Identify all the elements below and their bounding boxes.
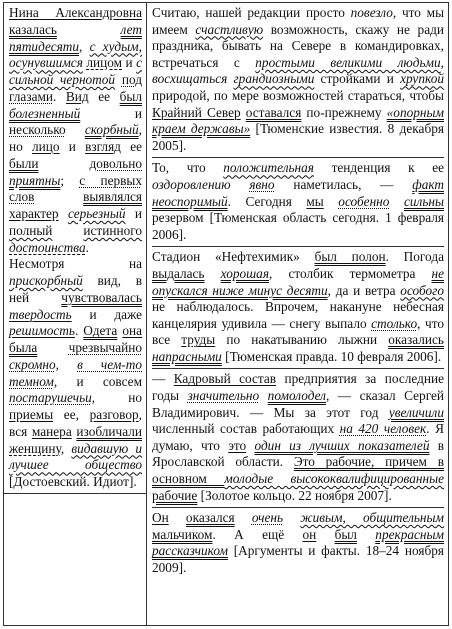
text-run: [259, 388, 268, 403]
text-subj: Кадровый состав: [173, 371, 277, 387]
text-run: .: [53, 88, 66, 104]
text-run: [231, 177, 250, 192]
text-run: [34, 189, 83, 204]
text-run: природой, по мере возможностей стараться, чтобы: [152, 87, 444, 103]
text-pred: помолодел: [267, 388, 326, 404]
text-pred: не опускался ниже минус десяти: [152, 265, 444, 298]
text-run: , и совсем: [53, 373, 142, 389]
text-circ: значительно: [187, 388, 260, 404]
left-column-bottom-rule: [4, 493, 146, 494]
text-run: , да и ветра: [327, 282, 401, 298]
text-run: —: [152, 371, 174, 387]
text-circ: очень: [251, 510, 284, 526]
text-circ: явно: [249, 176, 275, 192]
text-run: резервом [Тюменская область сегодня. 1 февраля 2006].: [152, 210, 444, 242]
example-entry: [152, 246, 444, 365]
text-subj: манера: [31, 423, 72, 439]
text-pred: «опорным краем державы»: [152, 104, 444, 137]
text-run: [389, 194, 404, 209]
text-run: [57, 22, 121, 37]
text-pred: увеличили: [388, 404, 444, 420]
text-pred: приятны: [9, 172, 61, 188]
text-run: [38, 156, 89, 171]
text-pred: сильны: [403, 193, 444, 209]
text-run: . Я думаю, что: [152, 421, 444, 453]
text-pred: оказались: [388, 332, 444, 348]
text-run: повезло: [350, 5, 393, 20]
text-pred: выдалась: [152, 265, 205, 281]
text-attr: простыми великими людьми: [255, 54, 441, 70]
text-run: [Аргументы и факты. 18–24 ноября 2009].: [152, 543, 444, 575]
text-run: стройками и: [314, 71, 401, 87]
text-pred: Это рабочие, причем в основном: [152, 454, 444, 487]
text-attr: хрупкой: [400, 71, 444, 87]
text-pred: напрасными: [152, 348, 222, 364]
text-run: [66, 122, 85, 137]
text-run: и даже: [71, 306, 142, 322]
text-run: в Ярославской области.: [152, 437, 445, 470]
text-subj: Крайний Север: [152, 104, 241, 120]
text-circ: на 420 человек: [339, 421, 427, 437]
text-attr: счастливую: [195, 21, 264, 37]
text-run: ее: [88, 88, 120, 104]
text-run: . Сегодня: [227, 193, 307, 209]
text-run: и: [122, 55, 137, 71]
right-column: [147, 3, 448, 625]
text-run: , что все: [152, 315, 444, 348]
text-run: по накатыванию лыжни: [215, 332, 389, 348]
text-run: возможность, скажу не ради праздника, бывать на Севере в командировках, встречаться с: [152, 21, 444, 70]
text-attr: особого: [400, 282, 444, 298]
text-subj: это: [228, 437, 247, 453]
text-attr: серьезный: [67, 206, 126, 221]
text-run: . Погода: [385, 249, 444, 265]
text-run: [Достоевский. Идиот].: [9, 474, 137, 489]
text-run: [169, 510, 186, 525]
example-entry: [152, 368, 444, 504]
text-run: и: [125, 206, 142, 221]
text-subj: разговор: [89, 407, 139, 422]
text-run: [115, 72, 122, 87]
text-attr: с худым, осунувшимся: [9, 38, 142, 71]
text-circ: с первых слов: [9, 172, 142, 205]
text-run: ,: [55, 356, 78, 372]
text-subj: твердость: [9, 306, 72, 322]
text-run: численный состав работающих: [152, 421, 340, 437]
text-run: ,: [79, 38, 90, 54]
text-attr: положительная: [223, 160, 314, 176]
text-pred: изобличали: [76, 423, 143, 439]
text-pred: скорбный: [84, 122, 139, 138]
text-attr: прискорбный: [9, 273, 83, 288]
text-subj: он: [302, 526, 317, 542]
text-run: не наблюдалось. Впрочем, накануне небесная канцелярия удивила — снегу выпало: [152, 299, 444, 331]
text-run: [235, 510, 252, 525]
text-run: [Тюменские известия. 8 декабря 2005].: [152, 121, 444, 153]
text-subj: решимость: [9, 323, 75, 339]
text-run: вид, в ней: [9, 273, 142, 305]
text-run: [283, 510, 300, 525]
text-run: ,: [60, 440, 72, 456]
text-obj: женщину: [9, 440, 61, 456]
text-run: предприятия за последние годы: [152, 371, 445, 404]
text-run: . Несмотря на: [9, 239, 142, 272]
text-run: , вся: [9, 407, 142, 439]
text-run: ее,: [53, 407, 90, 422]
text-run: Считаю, нашей редакции просто: [152, 5, 351, 20]
text-run: по-прежнему: [301, 104, 387, 120]
text-run: ;: [60, 172, 80, 188]
text-circ: чрезвычайно: [68, 340, 142, 355]
text-attr: истинного: [83, 222, 142, 238]
text-run: тенденция к ее: [313, 160, 444, 176]
text-subj: лицо: [32, 139, 60, 154]
text-run: , столбик термометра: [269, 265, 432, 281]
text-run: .: [74, 323, 84, 339]
text-run: [37, 340, 68, 355]
text-pred: оказался: [185, 510, 235, 526]
text-run: [52, 223, 83, 238]
text-circ: несколько: [9, 122, 66, 138]
text-pred: был полон: [314, 249, 386, 265]
text-attr: с сильной чернотой: [9, 55, 142, 87]
example-entry: [152, 5, 444, 154]
text-circ: в чем-то темном: [9, 356, 142, 389]
text-circ: столько: [371, 315, 418, 331]
table-frame: [3, 2, 449, 626]
text-run: восхищаться: [152, 71, 228, 87]
text-circ: довольно: [89, 155, 142, 171]
text-pred: мальчиком: [152, 526, 213, 542]
text-pred: факт неоспоримый: [152, 176, 444, 209]
text-subj: взгляд: [85, 139, 121, 154]
text-subj: характер: [9, 206, 59, 221]
text-run: То, что: [152, 160, 224, 176]
text-run: [Тюменская правда. 10 февраля 2006].: [221, 348, 442, 364]
example-entry: [152, 157, 444, 243]
text-run: ее: [120, 139, 142, 154]
text-circ: постарушечьи: [9, 390, 92, 406]
text-run: . А ещё: [212, 526, 303, 542]
text-run: [59, 206, 68, 221]
text-subj: мы: [306, 193, 324, 209]
text-subj: она: [122, 323, 142, 339]
text-run: , что мы имеем: [152, 5, 445, 37]
text-run: [Золотое кольцо. 22 ноября 2007].: [197, 487, 392, 503]
text-subj: труды: [181, 332, 216, 348]
text-run: и: [59, 139, 86, 154]
text-run: оздоровлению: [152, 176, 231, 192]
text-run: [205, 266, 221, 281]
text-obj: лицом: [86, 55, 123, 71]
text-run: [316, 527, 334, 542]
text-subj: приемы: [9, 407, 54, 422]
text-pred: Одета: [83, 323, 118, 339]
text-pred: был: [334, 526, 357, 542]
text-pred: прекрасным рассказчиком: [152, 526, 445, 559]
text-pred: были: [9, 155, 39, 171]
text-pred: болезненный: [9, 105, 81, 121]
text-attr: живым, общительным: [300, 510, 445, 526]
text-run: и: [80, 105, 142, 121]
text-subj: Нина Александровна: [9, 5, 142, 20]
left-column-text: [9, 5, 142, 491]
text-attr: видавшую и лучшее общество: [9, 440, 142, 473]
example-entry: [152, 507, 444, 576]
text-run: [357, 527, 375, 542]
text-subj: Он: [152, 510, 169, 526]
text-run: ,: [440, 54, 444, 70]
text-attr: полный: [9, 222, 53, 238]
text-run: , но: [91, 390, 142, 406]
text-run: наметилась, —: [274, 176, 413, 192]
text-pred: был: [119, 88, 142, 104]
text-circ: под глазами: [9, 72, 143, 104]
text-run: , — сказал Сергей Владимирович. — Мы за этот год: [152, 388, 444, 420]
text-pred: казалась: [9, 21, 57, 37]
text-attr: молодые высококвалифицированные: [224, 471, 444, 487]
text-circ: особенно: [338, 193, 390, 209]
text-pred: оставался: [245, 104, 302, 120]
text-pred: лет пятидесяти: [9, 21, 142, 54]
text-obj: достоинства: [9, 239, 86, 255]
text-run: , но: [9, 122, 142, 154]
text-pred: рабочие: [152, 487, 198, 503]
text-attr: грандиозными: [233, 71, 315, 87]
text-pred: чувствовалась: [61, 289, 142, 305]
text-pred: один из лучших показателей: [254, 437, 430, 453]
text-pred: хорошая: [220, 265, 270, 281]
text-run: Стадион «Нефтехимик»: [152, 249, 315, 265]
text-pred: выявлялся: [83, 189, 142, 205]
text-pred: была: [9, 340, 38, 355]
left-column: [4, 3, 147, 625]
text-run: [324, 194, 339, 209]
text-circ: скромно: [9, 356, 56, 372]
text-subj: Вид: [65, 88, 89, 104]
